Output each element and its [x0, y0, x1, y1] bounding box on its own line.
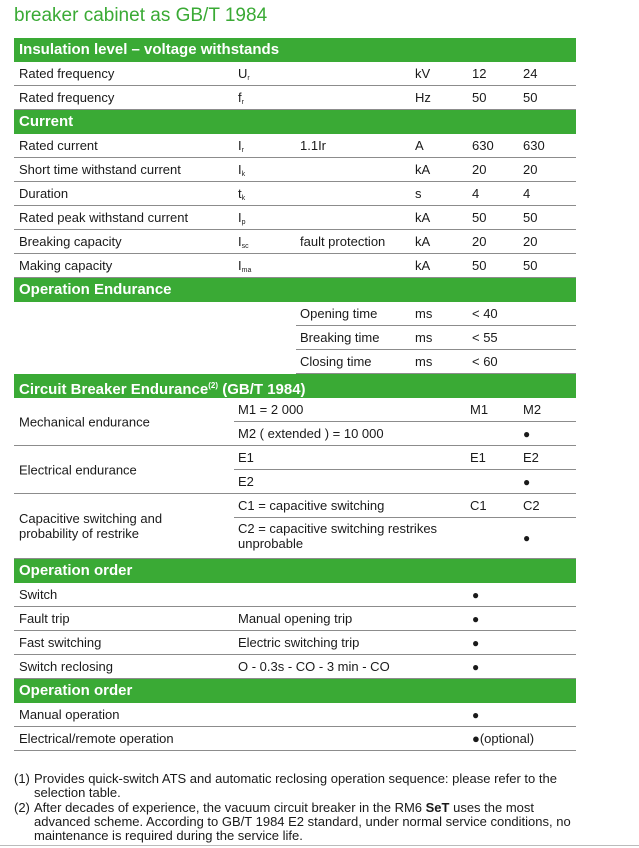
row-note: fault protection: [300, 234, 386, 249]
row-label: Capacitive switching and probability of restrike: [19, 511, 163, 541]
electrical-endurance-block: [14, 446, 576, 494]
section-header-cb-endurance: Circuit Breaker Endurance$^{(2)}$ (GB/T 1984): [14, 374, 576, 398]
row-label: Switch: [19, 587, 58, 602]
section-header-insulation: Insulation level – voltage withstands: [14, 38, 576, 62]
table-row: [14, 655, 576, 679]
row-value-2: 630: [523, 138, 545, 153]
row-unit: A: [415, 138, 424, 153]
row-label: Rated current: [19, 138, 98, 153]
row-label: Fast switching: [19, 635, 102, 650]
row-label: Rated frequency: [19, 90, 115, 105]
optional-mark: ●(optional): [472, 731, 535, 746]
row-label: Manual operation: [19, 707, 120, 722]
row-text: M1 = 2 000: [238, 402, 304, 417]
table-row: [14, 631, 576, 655]
row-value-1: 20: [472, 234, 487, 249]
row-value-2: 20: [523, 162, 538, 177]
row-text: E1: [238, 450, 254, 465]
row-label: Fault trip: [19, 611, 70, 626]
table-row: [14, 182, 576, 206]
row-unit: ms: [415, 306, 433, 321]
row-value-1: 12: [472, 66, 487, 81]
spec-table: [14, 38, 576, 751]
capacitive-switching-block: [14, 494, 576, 559]
table-row: [234, 446, 576, 470]
row-label: Electrical endurance: [19, 462, 137, 477]
row-label: Closing time: [300, 354, 372, 369]
section-header-operation-endurance: Operation Endurance: [14, 278, 576, 302]
row-unit: ms: [415, 354, 433, 369]
row-value-2: 50: [523, 210, 538, 225]
bullet-mark: ●: [523, 427, 531, 441]
row-symbol: $I_p$: [238, 210, 246, 226]
table-row: [14, 134, 576, 158]
row-text: M2 ( extended ) = 10 000: [238, 426, 384, 441]
row-note: 1.1Ir: [300, 138, 327, 153]
row-value: < 60: [472, 354, 498, 369]
row-symbol: $U_r$: [238, 66, 250, 82]
row-value-1: E1: [470, 450, 486, 465]
table-row: [14, 254, 576, 278]
bullet-mark: ●: [523, 531, 531, 545]
row-symbol: $I_k$: [238, 162, 246, 178]
row-label: Making capacity: [19, 258, 113, 273]
row-unit: kA: [415, 258, 431, 273]
row-text: E2: [238, 474, 254, 489]
section-header-operation-order-2: Operation order: [14, 679, 576, 703]
row-value-2: 20: [523, 234, 538, 249]
row-desc: Electric switching trip: [238, 635, 360, 650]
row-label: Rated frequency: [19, 66, 115, 81]
footnote-2: (2) After decades of experience, the vacuum circuit breaker in the RM6 SeT uses the most advanced scheme. According to GB/T 1984 E2 standard, under normal service conditions, no maintenance is required during the service life.: [14, 800, 571, 843]
row-unit: kA: [415, 162, 431, 177]
row-label: Duration: [19, 186, 69, 201]
row-desc: O - 0.3s - CO - 3 min - CO: [238, 659, 390, 674]
row-value-1: 50: [472, 210, 487, 225]
row-value: < 40: [472, 306, 498, 321]
table-row: [296, 350, 576, 374]
table-row: [14, 86, 576, 110]
row-text: C1 = capacitive switching: [238, 498, 385, 513]
bullet-mark: ●: [523, 475, 531, 489]
row-value-2: E2: [523, 450, 539, 465]
row-unit: s: [415, 186, 422, 201]
table-row: [14, 230, 576, 254]
row-value-2: C2: [523, 498, 540, 513]
row-unit: Hz: [415, 90, 431, 105]
footnotes: [14, 772, 574, 844]
table-row: [296, 302, 576, 326]
row-label: Mechanical endurance: [19, 414, 150, 429]
row-unit: kA: [415, 210, 431, 225]
row-symbol: $f_r$: [238, 90, 244, 106]
row-label: Short time withstand current: [19, 162, 181, 177]
row-value-2: 50: [523, 90, 538, 105]
row-value-1: 630: [472, 138, 494, 153]
row-label: Rated peak withstand current: [19, 210, 189, 225]
row-label: Breaking time: [300, 330, 380, 345]
row-text: C2 = capacitive switching restrikes unprobable: [238, 521, 438, 551]
mechanical-endurance-block: [14, 398, 576, 446]
bullet-mark: ●: [472, 588, 480, 602]
section-header-operation-order: Operation order: [14, 559, 576, 583]
row-label: Breaking capacity: [19, 234, 122, 249]
row-value-2: 50: [523, 258, 538, 273]
row-value-1: 4: [472, 186, 480, 201]
row-desc: Manual opening trip: [238, 611, 353, 626]
bullet-mark: ●: [472, 660, 480, 674]
table-row: [234, 398, 576, 422]
table-row: [296, 326, 576, 350]
row-value-2: 24: [523, 66, 538, 81]
table-row: [14, 583, 576, 607]
row-unit: ms: [415, 330, 433, 345]
bullet-mark: ●: [472, 708, 480, 722]
row-symbol: $I_{ma}$: [238, 258, 252, 274]
table-row: [14, 158, 576, 182]
row-symbol: $I_{sc}$: [238, 234, 249, 250]
row-value-2: 4: [523, 186, 531, 201]
row-symbol: $t_k$: [238, 186, 246, 202]
footnote-1: (1) Provides quick-switch ATS and automatic reclosing operation sequence: please refer to the selection table.: [14, 771, 557, 800]
row-value-1: 50: [472, 258, 487, 273]
row-symbol: $I_r$: [238, 138, 244, 154]
row-unit: kA: [415, 234, 431, 249]
table-row: [14, 607, 576, 631]
row-value-2: M2: [523, 402, 542, 417]
bottom-rule: [0, 845, 639, 846]
row-value-1: 50: [472, 90, 487, 105]
row-value-1: C1: [470, 498, 487, 513]
row-value: < 55: [472, 330, 498, 345]
row-value-1: 20: [472, 162, 487, 177]
table-row: [14, 703, 576, 727]
page-title: breaker cabinet as GB/T 1984: [14, 5, 268, 26]
bullet-mark: ●: [472, 612, 480, 626]
row-label: Electrical/remote operation: [19, 731, 174, 746]
table-row: [14, 206, 576, 230]
table-row: [234, 494, 576, 518]
row-unit: kV: [415, 66, 431, 81]
row-label: Opening time: [300, 306, 378, 321]
section-header-current: Current: [14, 110, 576, 134]
table-row: [14, 62, 576, 86]
bullet-mark: ●: [472, 636, 480, 650]
table-row: [14, 727, 576, 751]
row-label: Switch reclosing: [19, 659, 113, 674]
row-value-1: M1: [470, 402, 489, 417]
